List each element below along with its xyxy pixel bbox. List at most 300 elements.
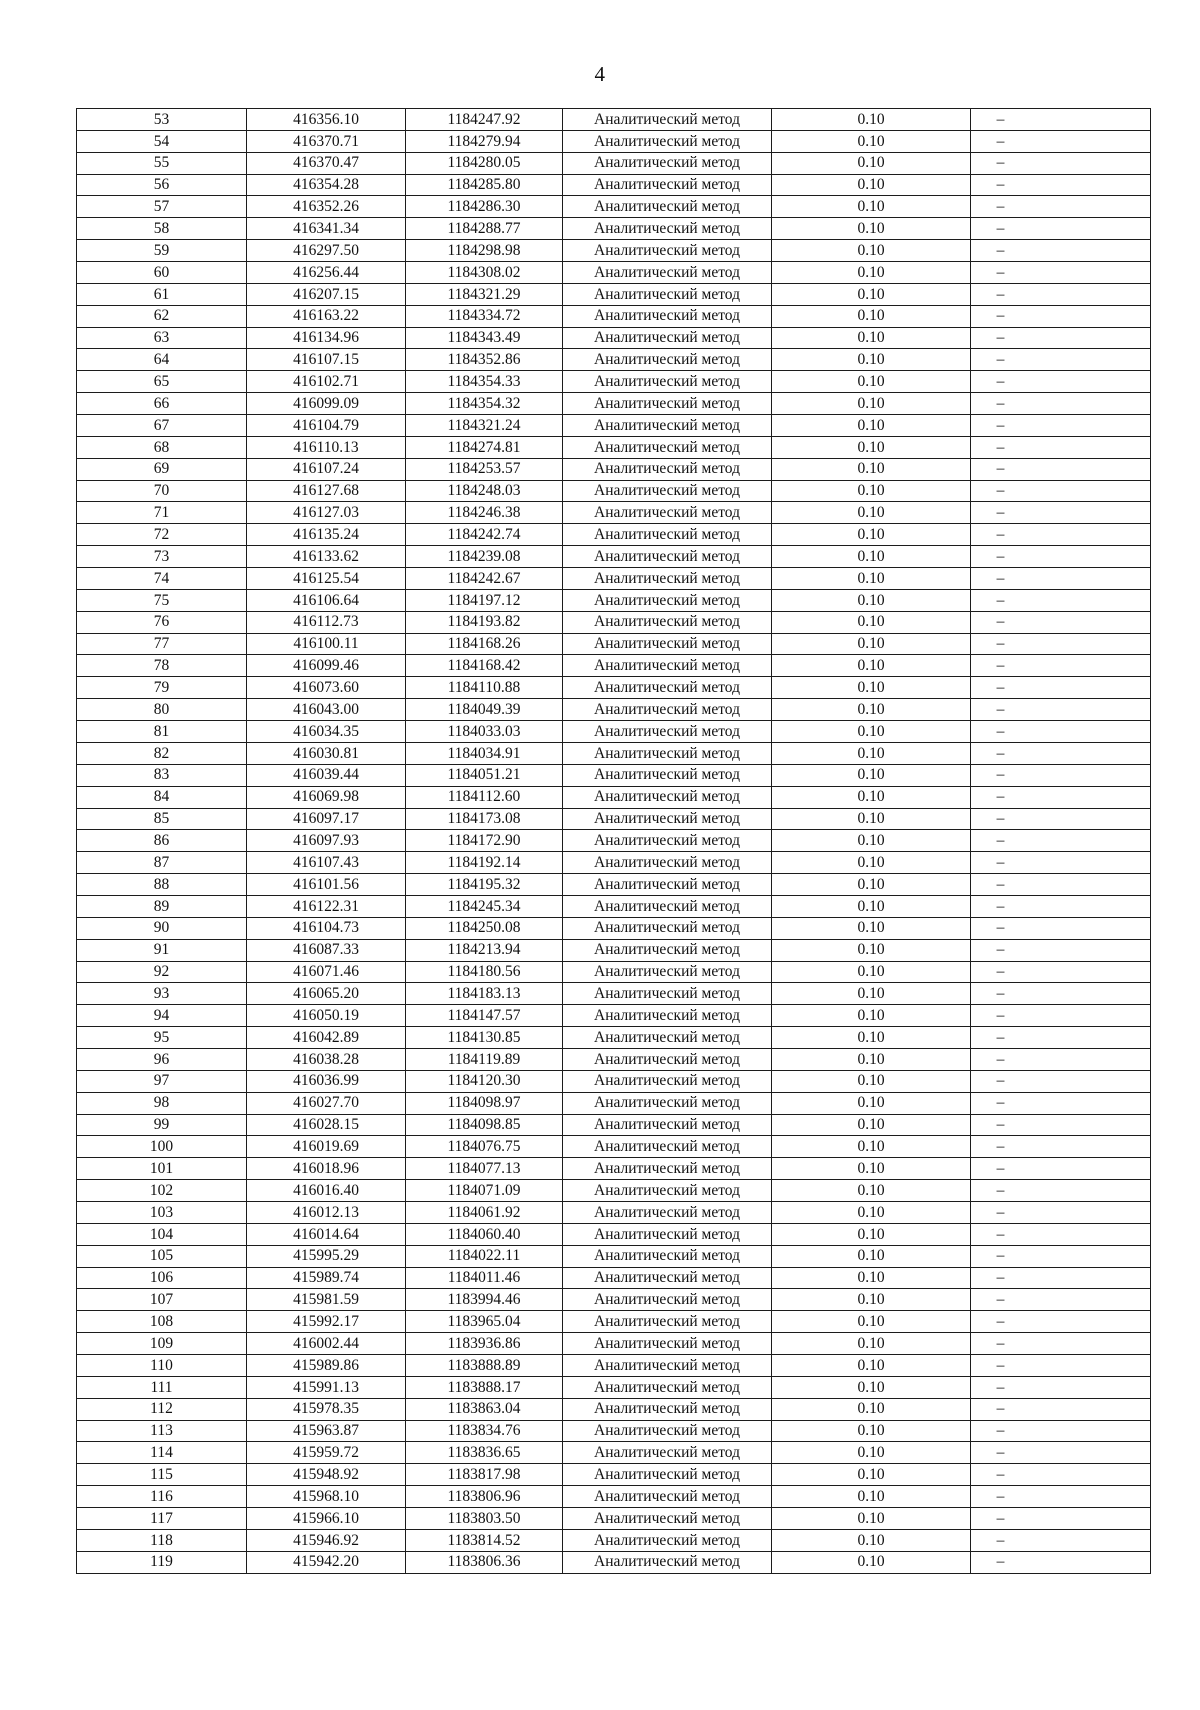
note-cell <box>971 1354 1151 1376</box>
y-coordinate-cell: 1184120.30 <box>406 1070 563 1092</box>
accuracy-cell: 0.10 <box>772 524 971 546</box>
method-cell: Аналитический метод <box>563 1245 772 1267</box>
note-dash: – <box>996 744 1005 762</box>
x-coordinate-cell: 416016.40 <box>247 1180 406 1202</box>
x-coordinate-cell: 416038.28 <box>247 1048 406 1070</box>
point-number-cell: 112 <box>77 1398 247 1420</box>
point-number-cell: 70 <box>77 480 247 502</box>
point-number-cell: 75 <box>77 589 247 611</box>
coordinates-table <box>76 108 1151 1574</box>
accuracy-cell: 0.10 <box>772 589 971 611</box>
note-cell <box>971 327 1151 349</box>
note-cell <box>971 480 1151 502</box>
table-row <box>77 1311 1151 1333</box>
x-coordinate-cell: 415942.20 <box>247 1551 406 1573</box>
method-cell: Аналитический метод <box>563 611 772 633</box>
method-cell: Аналитический метод <box>563 305 772 327</box>
accuracy-cell: 0.10 <box>772 1289 971 1311</box>
x-coordinate-cell: 416134.96 <box>247 327 406 349</box>
note-dash: – <box>996 1138 1005 1156</box>
x-coordinate-cell: 416087.33 <box>247 939 406 961</box>
note-dash: – <box>996 1006 1005 1024</box>
accuracy-cell: 0.10 <box>772 1529 971 1551</box>
point-number-cell: 65 <box>77 371 247 393</box>
note-cell <box>971 393 1151 415</box>
note-cell <box>971 262 1151 284</box>
note-dash: – <box>996 963 1005 981</box>
y-coordinate-cell: 1184011.46 <box>406 1267 563 1289</box>
note-dash: – <box>996 1050 1005 1068</box>
method-cell: Аналитический метод <box>563 1311 772 1333</box>
x-coordinate-cell: 416341.34 <box>247 218 406 240</box>
y-coordinate-cell: 1183803.50 <box>406 1508 563 1530</box>
point-number-cell: 87 <box>77 852 247 874</box>
point-number-cell: 94 <box>77 1005 247 1027</box>
accuracy-cell: 0.10 <box>772 1354 971 1376</box>
accuracy-cell: 0.10 <box>772 1551 971 1573</box>
point-number-cell: 56 <box>77 174 247 196</box>
method-cell: Аналитический метод <box>563 1005 772 1027</box>
x-coordinate-cell: 416370.71 <box>247 130 406 152</box>
method-cell: Аналитический метод <box>563 1048 772 1070</box>
method-cell: Аналитический метод <box>563 699 772 721</box>
note-dash: – <box>996 241 1005 259</box>
x-coordinate-cell: 415959.72 <box>247 1442 406 1464</box>
accuracy-cell: 0.10 <box>772 1464 971 1486</box>
x-coordinate-cell: 416127.03 <box>247 502 406 524</box>
accuracy-cell: 0.10 <box>772 1398 971 1420</box>
method-cell: Аналитический метод <box>563 174 772 196</box>
method-cell: Аналитический метод <box>563 196 772 218</box>
y-coordinate-cell: 1184213.94 <box>406 939 563 961</box>
note-cell <box>971 1201 1151 1223</box>
y-coordinate-cell: 1183936.86 <box>406 1333 563 1355</box>
method-cell: Аналитический метод <box>563 218 772 240</box>
note-dash: – <box>996 700 1005 718</box>
accuracy-cell: 0.10 <box>772 1070 971 1092</box>
point-number-cell: 114 <box>77 1442 247 1464</box>
table-row <box>77 1223 1151 1245</box>
method-cell: Аналитический метод <box>563 109 772 131</box>
x-coordinate-cell: 415963.87 <box>247 1420 406 1442</box>
note-cell <box>971 1267 1151 1289</box>
table-row <box>77 611 1151 633</box>
method-cell: Аналитический метод <box>563 502 772 524</box>
x-coordinate-cell: 416163.22 <box>247 305 406 327</box>
accuracy-cell: 0.10 <box>772 1048 971 1070</box>
method-cell: Аналитический метод <box>563 1092 772 1114</box>
method-cell: Аналитический метод <box>563 152 772 174</box>
x-coordinate-cell: 416050.19 <box>247 1005 406 1027</box>
x-coordinate-cell: 416099.46 <box>247 655 406 677</box>
x-coordinate-cell: 416110.13 <box>247 436 406 458</box>
x-coordinate-cell: 415995.29 <box>247 1245 406 1267</box>
x-coordinate-cell: 415991.13 <box>247 1376 406 1398</box>
y-coordinate-cell: 1183834.76 <box>406 1420 563 1442</box>
method-cell: Аналитический метод <box>563 480 772 502</box>
table-row <box>77 174 1151 196</box>
note-cell <box>971 109 1151 131</box>
accuracy-cell: 0.10 <box>772 852 971 874</box>
point-number-cell: 106 <box>77 1267 247 1289</box>
note-dash: – <box>996 1203 1005 1221</box>
point-number-cell: 103 <box>77 1201 247 1223</box>
y-coordinate-cell: 1184061.92 <box>406 1201 563 1223</box>
table-row <box>77 1551 1151 1573</box>
method-cell: Аналитический метод <box>563 721 772 743</box>
note-dash: – <box>996 1422 1005 1440</box>
table-row <box>77 1442 1151 1464</box>
y-coordinate-cell: 1184321.24 <box>406 415 563 437</box>
note-dash: – <box>996 460 1005 478</box>
x-coordinate-cell: 416122.31 <box>247 895 406 917</box>
point-number-cell: 67 <box>77 415 247 437</box>
note-cell <box>971 524 1151 546</box>
accuracy-cell: 0.10 <box>772 1114 971 1136</box>
accuracy-cell: 0.10 <box>772 1333 971 1355</box>
table-row <box>77 415 1151 437</box>
note-dash: – <box>996 1291 1005 1309</box>
note-cell <box>971 1092 1151 1114</box>
x-coordinate-cell: 416012.13 <box>247 1201 406 1223</box>
y-coordinate-cell: 1184343.49 <box>406 327 563 349</box>
table-row <box>77 1158 1151 1180</box>
accuracy-cell: 0.10 <box>772 786 971 808</box>
table-row <box>77 1070 1151 1092</box>
point-number-cell: 100 <box>77 1136 247 1158</box>
point-number-cell: 117 <box>77 1508 247 1530</box>
note-dash: – <box>996 482 1005 500</box>
accuracy-cell: 0.10 <box>772 721 971 743</box>
table-row <box>77 633 1151 655</box>
note-dash: – <box>996 263 1005 281</box>
y-coordinate-cell: 1184242.67 <box>406 568 563 590</box>
note-dash: – <box>996 875 1005 893</box>
note-cell <box>971 1376 1151 1398</box>
table-row <box>77 1201 1151 1223</box>
point-number-cell: 58 <box>77 218 247 240</box>
accuracy-cell: 0.10 <box>772 568 971 590</box>
note-cell <box>971 1245 1151 1267</box>
table-row <box>77 983 1151 1005</box>
note-cell <box>971 742 1151 764</box>
accuracy-cell: 0.10 <box>772 917 971 939</box>
x-coordinate-cell: 416101.56 <box>247 874 406 896</box>
accuracy-cell: 0.10 <box>772 327 971 349</box>
table-row <box>77 283 1151 305</box>
point-number-cell: 73 <box>77 546 247 568</box>
note-cell <box>971 152 1151 174</box>
y-coordinate-cell: 1184352.86 <box>406 349 563 371</box>
point-number-cell: 104 <box>77 1223 247 1245</box>
note-cell <box>971 436 1151 458</box>
note-cell <box>971 1289 1151 1311</box>
accuracy-cell: 0.10 <box>772 349 971 371</box>
note-cell <box>971 1420 1151 1442</box>
table-row <box>77 699 1151 721</box>
note-cell <box>971 174 1151 196</box>
note-dash: – <box>996 285 1005 303</box>
table-row <box>77 589 1151 611</box>
accuracy-cell: 0.10 <box>772 764 971 786</box>
note-cell <box>971 830 1151 852</box>
table-row <box>77 524 1151 546</box>
accuracy-cell: 0.10 <box>772 677 971 699</box>
note-dash: – <box>996 1334 1005 1352</box>
note-dash: – <box>996 372 1005 390</box>
coordinates-table-container <box>76 108 1150 1574</box>
point-number-cell: 54 <box>77 130 247 152</box>
note-dash: – <box>996 569 1005 587</box>
accuracy-cell: 0.10 <box>772 874 971 896</box>
method-cell: Аналитический метод <box>563 1027 772 1049</box>
note-dash: – <box>996 198 1005 216</box>
x-coordinate-cell: 416107.43 <box>247 852 406 874</box>
note-dash: – <box>996 1509 1005 1527</box>
x-coordinate-cell: 416370.47 <box>247 152 406 174</box>
accuracy-cell: 0.10 <box>772 895 971 917</box>
x-coordinate-cell: 416354.28 <box>247 174 406 196</box>
point-number-cell: 71 <box>77 502 247 524</box>
method-cell: Аналитический метод <box>563 895 772 917</box>
note-cell <box>971 371 1151 393</box>
method-cell: Аналитический метод <box>563 1070 772 1092</box>
y-coordinate-cell: 1184130.85 <box>406 1027 563 1049</box>
x-coordinate-cell: 415968.10 <box>247 1486 406 1508</box>
y-coordinate-cell: 1184098.97 <box>406 1092 563 1114</box>
point-number-cell: 85 <box>77 808 247 830</box>
table-row <box>77 1333 1151 1355</box>
y-coordinate-cell: 1183817.98 <box>406 1464 563 1486</box>
table-row <box>77 109 1151 131</box>
accuracy-cell: 0.10 <box>772 1201 971 1223</box>
x-coordinate-cell: 415948.92 <box>247 1464 406 1486</box>
y-coordinate-cell: 1184354.32 <box>406 393 563 415</box>
method-cell: Аналитический метод <box>563 764 772 786</box>
point-number-cell: 66 <box>77 393 247 415</box>
x-coordinate-cell: 416356.10 <box>247 109 406 131</box>
table-row <box>77 568 1151 590</box>
method-cell: Аналитический метод <box>563 830 772 852</box>
method-cell: Аналитический метод <box>563 983 772 1005</box>
accuracy-cell: 0.10 <box>772 742 971 764</box>
note-dash: – <box>996 1028 1005 1046</box>
table-row <box>77 874 1151 896</box>
note-cell <box>971 808 1151 830</box>
table-row <box>77 1114 1151 1136</box>
point-number-cell: 81 <box>77 721 247 743</box>
y-coordinate-cell: 1184245.34 <box>406 895 563 917</box>
method-cell: Аналитический метод <box>563 677 772 699</box>
point-number-cell: 110 <box>77 1354 247 1376</box>
x-coordinate-cell: 416106.64 <box>247 589 406 611</box>
note-cell <box>971 1529 1151 1551</box>
note-dash: – <box>996 1444 1005 1462</box>
x-coordinate-cell: 416297.50 <box>247 240 406 262</box>
method-cell: Аналитический метод <box>563 415 772 437</box>
x-coordinate-cell: 416039.44 <box>247 764 406 786</box>
table-row <box>77 262 1151 284</box>
table-row <box>77 130 1151 152</box>
table-row <box>77 852 1151 874</box>
accuracy-cell: 0.10 <box>772 1245 971 1267</box>
accuracy-cell: 0.10 <box>772 196 971 218</box>
note-cell <box>971 764 1151 786</box>
note-dash: – <box>996 1072 1005 1090</box>
y-coordinate-cell: 1184034.91 <box>406 742 563 764</box>
note-cell <box>971 721 1151 743</box>
method-cell: Аналитический метод <box>563 393 772 415</box>
note-dash: – <box>996 1487 1005 1505</box>
table-row <box>77 677 1151 699</box>
x-coordinate-cell: 416014.64 <box>247 1223 406 1245</box>
note-dash: – <box>996 526 1005 543</box>
table-row <box>77 240 1151 262</box>
point-number-cell: 53 <box>77 109 247 131</box>
y-coordinate-cell: 1184250.08 <box>406 917 563 939</box>
method-cell: Аналитический метод <box>563 1398 772 1420</box>
y-coordinate-cell: 1184298.98 <box>406 240 563 262</box>
y-coordinate-cell: 1184354.33 <box>406 371 563 393</box>
table-row <box>77 1245 1151 1267</box>
note-cell <box>971 677 1151 699</box>
x-coordinate-cell: 416099.09 <box>247 393 406 415</box>
y-coordinate-cell: 1184321.29 <box>406 283 563 305</box>
note-dash: – <box>996 219 1005 237</box>
x-coordinate-cell: 416042.89 <box>247 1027 406 1049</box>
point-number-cell: 83 <box>77 764 247 786</box>
y-coordinate-cell: 1184147.57 <box>406 1005 563 1027</box>
note-dash: – <box>996 416 1005 434</box>
method-cell: Аналитический метод <box>563 1289 772 1311</box>
note-dash: – <box>996 438 1005 456</box>
point-number-cell: 76 <box>77 611 247 633</box>
note-dash: – <box>996 591 1005 609</box>
note-dash: – <box>996 1378 1005 1396</box>
table-row <box>77 393 1151 415</box>
accuracy-cell: 0.10 <box>772 458 971 480</box>
y-coordinate-cell: 1184119.89 <box>406 1048 563 1070</box>
y-coordinate-cell: 1183806.36 <box>406 1551 563 1573</box>
note-dash: – <box>996 1181 1005 1199</box>
y-coordinate-cell: 1184280.05 <box>406 152 563 174</box>
y-coordinate-cell: 1184172.90 <box>406 830 563 852</box>
x-coordinate-cell: 416034.35 <box>247 721 406 743</box>
note-dash: – <box>996 722 1005 740</box>
y-coordinate-cell: 1184168.26 <box>406 633 563 655</box>
point-number-cell: 95 <box>77 1027 247 1049</box>
y-coordinate-cell: 1184334.72 <box>406 305 563 327</box>
x-coordinate-cell: 416207.15 <box>247 283 406 305</box>
table-row <box>77 1267 1151 1289</box>
note-cell <box>971 1464 1151 1486</box>
y-coordinate-cell: 1184195.32 <box>406 874 563 896</box>
method-cell: Аналитический метод <box>563 1354 772 1376</box>
note-dash: – <box>996 154 1005 172</box>
x-coordinate-cell: 416102.71 <box>247 371 406 393</box>
accuracy-cell: 0.10 <box>772 961 971 983</box>
y-coordinate-cell: 1184077.13 <box>406 1158 563 1180</box>
method-cell: Аналитический метод <box>563 961 772 983</box>
y-coordinate-cell: 1183994.46 <box>406 1289 563 1311</box>
y-coordinate-cell: 1183806.96 <box>406 1486 563 1508</box>
method-cell: Аналитический метод <box>563 1201 772 1223</box>
note-dash: – <box>996 329 1005 347</box>
x-coordinate-cell: 416071.46 <box>247 961 406 983</box>
point-number-cell: 89 <box>77 895 247 917</box>
x-coordinate-cell: 416028.15 <box>247 1114 406 1136</box>
accuracy-cell: 0.10 <box>772 436 971 458</box>
method-cell: Аналитический метод <box>563 349 772 371</box>
method-cell: Аналитический метод <box>563 568 772 590</box>
y-coordinate-cell: 1184248.03 <box>406 480 563 502</box>
method-cell: Аналитический метод <box>563 1529 772 1551</box>
table-row <box>77 1136 1151 1158</box>
note-cell <box>971 1486 1151 1508</box>
method-cell: Аналитический метод <box>563 786 772 808</box>
note-dash: – <box>996 832 1005 850</box>
note-dash: – <box>996 853 1005 871</box>
accuracy-cell: 0.10 <box>772 655 971 677</box>
point-number-cell: 60 <box>77 262 247 284</box>
table-row <box>77 1376 1151 1398</box>
note-cell <box>971 1442 1151 1464</box>
accuracy-cell: 0.10 <box>772 1136 971 1158</box>
y-coordinate-cell: 1184239.08 <box>406 546 563 568</box>
point-number-cell: 113 <box>77 1420 247 1442</box>
table-row <box>77 742 1151 764</box>
note-cell <box>971 895 1151 917</box>
note-dash: – <box>996 132 1005 150</box>
method-cell: Аналитический метод <box>563 1508 772 1530</box>
method-cell: Аналитический метод <box>563 1333 772 1355</box>
point-number-cell: 55 <box>77 152 247 174</box>
accuracy-cell: 0.10 <box>772 1223 971 1245</box>
accuracy-cell: 0.10 <box>772 174 971 196</box>
table-row <box>77 1027 1151 1049</box>
note-cell <box>971 852 1151 874</box>
point-number-cell: 101 <box>77 1158 247 1180</box>
note-cell <box>971 218 1151 240</box>
accuracy-cell: 0.10 <box>772 371 971 393</box>
note-cell <box>971 1048 1151 1070</box>
accuracy-cell: 0.10 <box>772 1420 971 1442</box>
x-coordinate-cell: 416133.62 <box>247 546 406 568</box>
note-dash: – <box>996 679 1005 697</box>
note-cell <box>971 1223 1151 1245</box>
note-cell <box>971 983 1151 1005</box>
method-cell: Аналитический метод <box>563 371 772 393</box>
note-cell <box>971 349 1151 371</box>
accuracy-cell: 0.10 <box>772 633 971 655</box>
method-cell: Аналитический метод <box>563 742 772 764</box>
note-cell <box>971 546 1151 568</box>
x-coordinate-cell: 416104.79 <box>247 415 406 437</box>
note-cell <box>971 1333 1151 1355</box>
note-dash: – <box>996 504 1005 522</box>
table-row <box>77 1486 1151 1508</box>
note-cell <box>971 1005 1151 1027</box>
accuracy-cell: 0.10 <box>772 480 971 502</box>
note-dash: – <box>996 985 1005 1003</box>
method-cell: Аналитический метод <box>563 458 772 480</box>
y-coordinate-cell: 1184192.14 <box>406 852 563 874</box>
accuracy-cell: 0.10 <box>772 415 971 437</box>
table-row <box>77 502 1151 524</box>
accuracy-cell: 0.10 <box>772 1311 971 1333</box>
x-coordinate-cell: 416019.69 <box>247 1136 406 1158</box>
note-dash: – <box>996 1269 1005 1287</box>
